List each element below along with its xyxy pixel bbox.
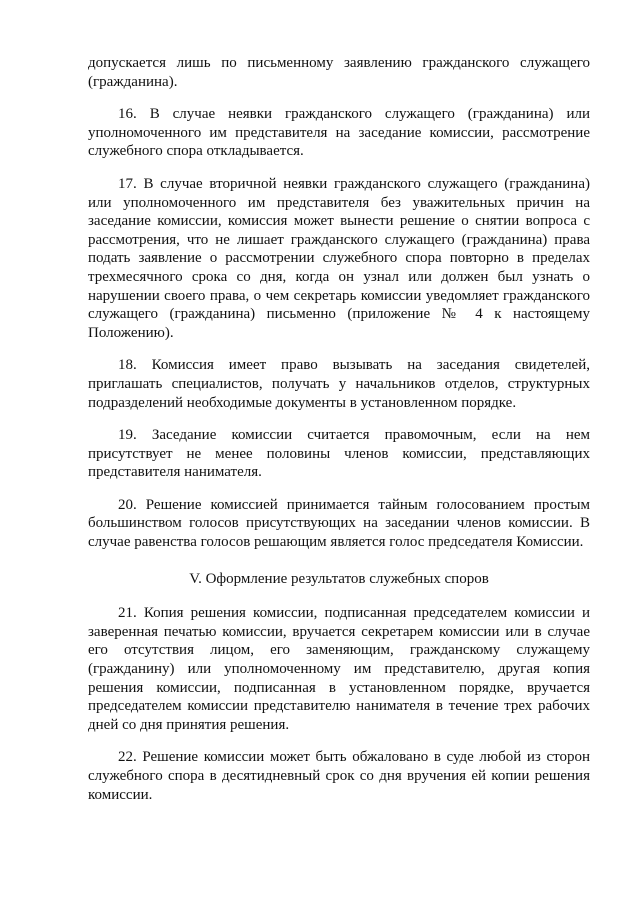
- paragraph-15-continuation: допускается лишь по письменному заявлению гражданского служащего (гражданина).: [88, 55, 590, 90]
- paragraph-19: 19. Заседание комиссии считается правомочным, если на нем присутствует не менее половины членов комиссии, представляющих представителя нанимателя.: [88, 427, 590, 481]
- paragraph-18: 18. Комиссия имеет право вызывать на заседания свидетелей, приглашать специалистов, получать у начальников отделов, структурных подразделений необходимые документы в установленном порядке.: [88, 357, 590, 411]
- paragraph-20: 20. Решение комиссией принимается тайным голосованием простым большинством голосов присутствующих на заседании членов комиссии. В случае равенства голосов решающим является голос председателя Комиссии.: [88, 496, 590, 551]
- paragraph-21: 21. Копия решения комиссии, подписанная председателем комиссии и заверенная печатью комиссии, вручается секретарем комиссии или в случае его отсутствия лицом, его заменяющим, гражданскому служащему (гражданину) или уполномоченному им представителю, другая копия решения комиссии, подписанная в установленном порядке, вручается председателем комиссии представителю нанимателя в течение трех рабочих дней со дня принятия решения.: [88, 605, 590, 733]
- document-page: [88, 54, 590, 818]
- paragraph-17: 17. В случае вторичной неявки гражданского служащего (гражданина) или уполномоченного им представителя без уважительных причин на заседание комиссии, комиссия может вынести решение о снятии вопроса с рассмотрения, что не лишает гражданского служащего (гражданина) права подать заявление о рассмотрении служебного спора повторно в пределах трехмесячного срока со дня, когда он узнал или должен был узнать о нарушении своего права, о чем секретарь комиссии уведомляет гражданского служащего (гражданина) письменно (приложение № 4 к настоящему Положению).: [88, 175, 590, 341]
- paragraph-16: 16. В случае неявки гражданского служащего (гражданина) или уполномоченного им представителя на заседание комиссии, рассмотрение служебного спора откладывается.: [88, 106, 590, 160]
- paragraph-22: 22. Решение комиссии может быть обжаловано в суде любой из сторон служебного спора в десятидневный срок со дня вручения ей копии решения комиссии.: [88, 749, 590, 803]
- section-heading: V. Оформление результатов служебных споров: [189, 570, 489, 587]
